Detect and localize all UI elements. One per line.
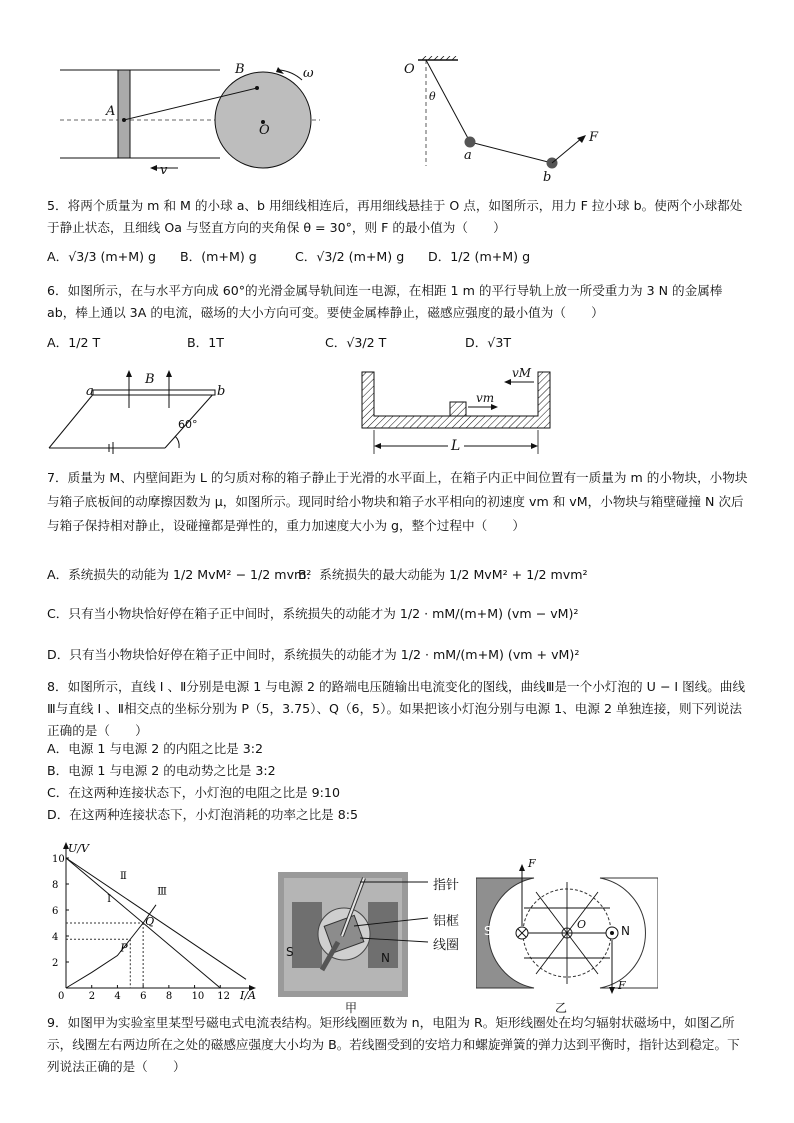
label-theta: θ: [429, 90, 436, 103]
x-tick-label: 12: [217, 991, 231, 1002]
field-label-N: N: [621, 924, 630, 938]
y-tick-label: 10: [52, 854, 65, 865]
x-tick-label: 8: [165, 991, 173, 1002]
y-tick-label: 4: [52, 932, 59, 943]
point-label-P: P: [120, 941, 128, 955]
question-5-text: 5．将两个质量为 m 和 M 的小球 a、b 用细线相连后，再用细线悬挂于 O 点，如图所示，用力 F 拉小球 b。使两个小球都处于静止状态，且细线 Oa 与竖直方向的夹角保 θ = 30°，则 F 的最小值为（ ）: [47, 198, 743, 235]
q5-option-b[interactable]: B．(m+M) g: [180, 249, 257, 264]
field-label-F-top: F: [528, 857, 536, 870]
q8-option-d[interactable]: D．在这两种连接状态下，小灯泡消耗的功率之比是 8:5: [47, 807, 359, 822]
point-label-Q: Q: [145, 915, 155, 928]
y-tick-label: 2: [52, 958, 59, 969]
label-rail-b: b: [217, 384, 226, 399]
label-B: B: [235, 62, 245, 77]
q7-option-a[interactable]: A．系统损失的动能为 1/2 MvM² − 1/2 mvm²: [47, 567, 312, 582]
question-9-text: 9．如图甲为实验室里某型号磁电式电流表结构。矩形线圈匝数为 n，电阻为 R。矩形线圈处在均匀辐射状磁场中，如图乙所示，线圈左右两边所在之处的磁感应强度大小均为 B。若线圈受到的安培力和螺旋弹簧的弹力达到平衡时，指针达到稳定。下列说法正确的是（ ）: [47, 1015, 740, 1074]
q5-option-a[interactable]: A．√3/3 (m+M) g: [47, 249, 157, 264]
label-L: L: [451, 438, 461, 454]
q6-option-a[interactable]: A．1/2 T: [47, 335, 101, 350]
label-O-pendulum: O: [404, 62, 415, 77]
y-tick-label: 8: [52, 880, 59, 891]
q7-option-c[interactable]: C．只有当小物块恰好停在箱子正中间时，系统损失的动能才为 1/2 · mM/(m+M) (vm − vM)²: [47, 606, 579, 621]
meter-figure: [278, 872, 453, 997]
radial-field-figure: [476, 858, 658, 998]
meter-label-S: S: [286, 945, 294, 959]
x-tick-label: 2: [88, 991, 96, 1002]
label-vm: vm: [476, 391, 495, 405]
series-label-1: Ⅰ: [107, 894, 112, 906]
q5-option-c[interactable]: C．√3/2 (m+M) g: [295, 249, 405, 264]
q5-option-d[interactable]: D．1/2 (m+M) g: [428, 249, 531, 264]
label-angle-60: 60°: [178, 418, 198, 431]
rail-disk-figure: [60, 58, 320, 183]
x-tick-label: 6: [140, 991, 147, 1002]
x-tick-label: 10: [191, 991, 205, 1002]
label-field-B: B: [145, 372, 155, 387]
meter-caption: 甲: [345, 1001, 358, 1015]
question-8-text: 8．如图所示，直线 Ⅰ 、Ⅱ分别是电源 1 与电源 2 的路端电压随输出电流变化的图线，曲线Ⅲ是一个小灯泡的 U − I 图线。曲线Ⅲ与直线 Ⅰ 、Ⅱ相交点的坐标分别为 P（5，3.75）、Q（6，5）。如果把该小灯泡分别与电源 1、电源 2 单独连接，则下列说法正确的是（ ）: [47, 679, 746, 738]
q6-option-c[interactable]: C．√3/2 T: [325, 335, 387, 350]
label-vM: vM: [512, 366, 532, 380]
q6-option-d[interactable]: D．√3T: [465, 335, 512, 350]
label-b: b: [543, 170, 552, 185]
y-axis-label: U/V: [68, 842, 89, 855]
q8-option-c[interactable]: C．在这两种连接状态下，小灯泡的电阻之比是 9:10: [47, 785, 340, 800]
inclined-rails-figure: [45, 368, 235, 456]
pendulum-figure: [396, 56, 616, 186]
q7-option-b[interactable]: B．系统损失的最大动能为 1/2 MvM² + 1/2 mvm²: [298, 567, 588, 582]
field-label-F-bottom: F: [618, 979, 626, 992]
origin-label: 0: [58, 991, 65, 1002]
meter-label-frame: 铝框: [433, 914, 460, 929]
meter-label-coil: 线圈: [433, 938, 460, 953]
label-O-disk: O: [259, 123, 270, 138]
label-F: F: [589, 130, 599, 145]
series-label-3: Ⅲ: [157, 886, 167, 898]
series-line-2: [66, 858, 246, 979]
x-axis-label: I/A: [240, 989, 256, 1002]
q8-option-a[interactable]: A．电源 1 与电源 2 的内阻之比是 3:2: [47, 741, 264, 756]
field-label-O: O: [577, 918, 587, 931]
question-7-text: 7．质量为 M、内壁间距为 L 的匀质对称的箱子静止于光滑的水平面上，在箱子内正中间位置有一质量为 m 的小物块，小物块与箱子底板间的动摩擦因数为 μ，如图所示。现同时给小物块和箱子水平相向的初速度 vm 和 vM，小物块与箱壁碰撞 N 次后与箱子保持相对静止，设碰撞都是弹性的，重力加速度大小为 g，整个过程中（ ）: [47, 470, 748, 533]
field-label-S: S: [484, 924, 492, 938]
x-tick-label: 4: [114, 991, 121, 1002]
label-A: A: [106, 104, 116, 119]
series-line-3: [66, 905, 156, 988]
meter-label-N: N: [381, 951, 390, 965]
label-omega: ω: [303, 66, 314, 81]
label-a: a: [464, 148, 472, 163]
q8-option-b[interactable]: B．电源 1 与电源 2 的电动势之比是 3:2: [47, 763, 276, 778]
label-v: v: [160, 163, 168, 178]
meter-label-pointer: 指针: [433, 878, 460, 893]
q7-option-d[interactable]: D．只有当小物块恰好停在箱子正中间时，系统损失的动能才为 1/2 · mM/(m+M) (vm + vM)²: [47, 647, 580, 662]
ui-chart: [40, 830, 265, 1002]
field-caption: 乙: [555, 1001, 568, 1015]
q6-option-b[interactable]: B．1T: [187, 335, 224, 350]
series-label-2: Ⅱ: [120, 870, 127, 882]
label-rail-a: a: [86, 384, 94, 399]
question-6-text: 6．如图所示，在与水平方向成 60°的光滑金属导轨间连一电源，在相距 1 m 的平行导轨上放一所受重力为 3 N 的金属棒 ab，棒上通以 3A 的电流，磁场的大小方向可变。要使金属棒静止，磁感应强度的最小值为（ ）: [47, 283, 723, 320]
y-tick-label: 6: [52, 906, 59, 917]
